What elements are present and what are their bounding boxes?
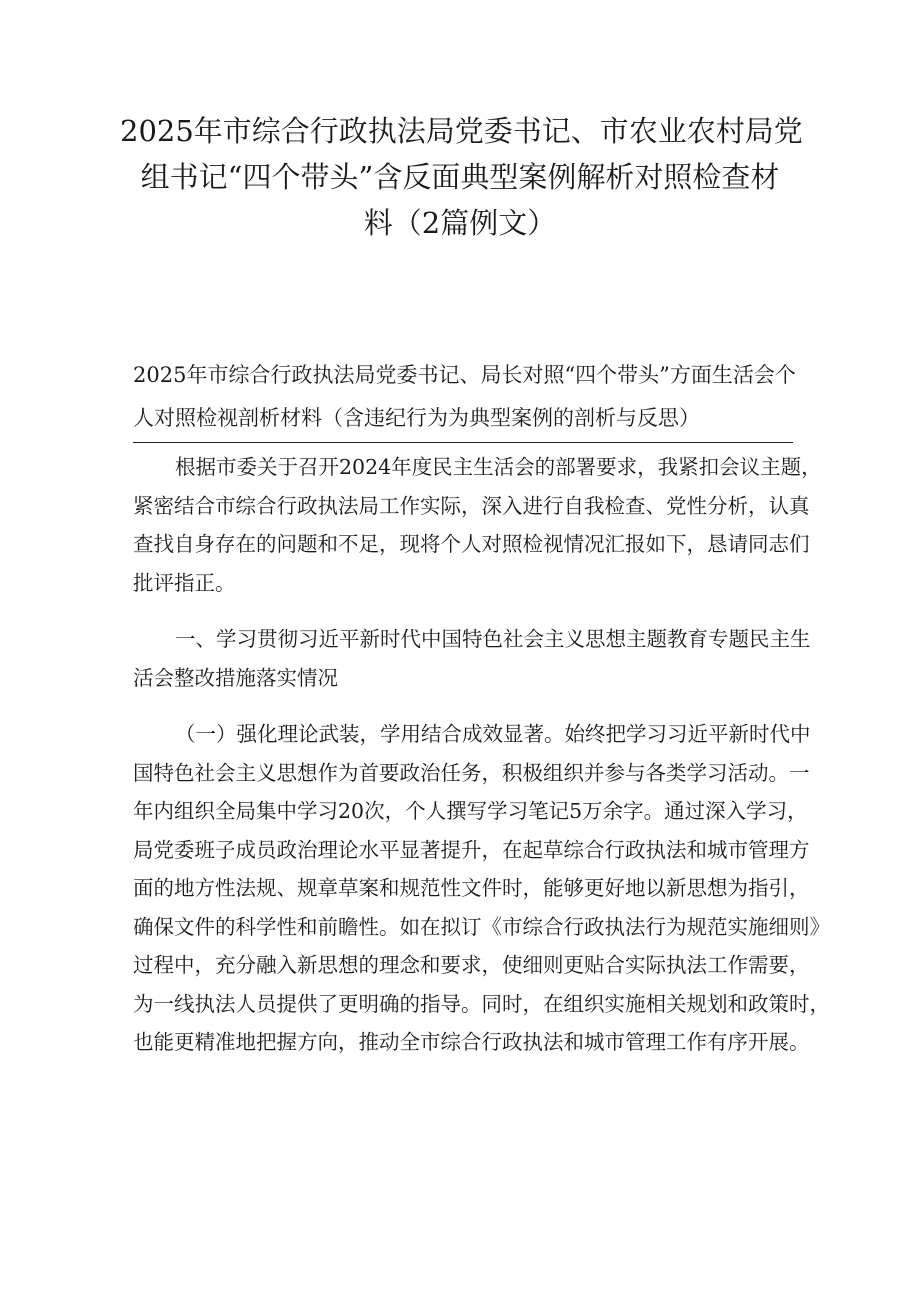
text-line: 年内组织全局集中学习20次，个人撰写学习笔记5万余字。通过深入学习， <box>133 799 808 823</box>
text-line: （一）强化理论武装，学用结合成效显著。始终把学习习近平新时代中 <box>175 722 811 746</box>
title-line: 料（2篇例文） <box>363 206 557 240</box>
text-line: 查找自身存在的问题和不足，现将个人对照检视情况汇报如下，恳请同志们 <box>133 532 810 556</box>
paragraph-subsection-one <box>133 715 830 1062</box>
text-line: 根据市委关于召开2024年度民主生活会的部署要求，我紧扣会议主题， <box>175 455 822 479</box>
text-line: 紧密结合市综合行政执法局工作实际，深入进行自我检查、党性分析，认真 <box>133 493 810 518</box>
title-line: 组书记“四个带头”含反面典型案例解析对照检查材 <box>140 160 780 194</box>
text-line: 一、学习贯彻习近平新时代中国特色社会主义思想主题教育专题民主生 <box>175 627 811 651</box>
title-line: 2025年市综合行政执法局党委书记、市农业农村局党 <box>120 114 803 148</box>
section-heading-line: 2025年市综合行政执法局党委书记、局长对照“四个带头”方面生活会个 <box>133 363 796 387</box>
text-line: 面的地方性法规、规章草案和规范性文件时，能够更好地以新思想为指引， <box>133 876 810 900</box>
text-line: 也能更精准地把握方向，推动全市综合行政执法和城市管理工作有序开展。 <box>133 1030 810 1054</box>
paragraph-intro <box>133 448 822 602</box>
section-heading-line: 人对照检视剖析材料（含违纪行为为典型案例的剖析与反思） <box>133 406 700 430</box>
text-line: 活会整改措施落实情况 <box>133 665 338 690</box>
section-heading <box>133 354 796 443</box>
paragraph-section-one <box>133 620 811 697</box>
document-title <box>120 108 803 246</box>
text-line: 局党委班子成员政治理论水平显著提升，在起草综合行政执法和城市管理方 <box>133 837 810 862</box>
text-line: 过程中，充分融入新思想的理念和要求，使细则更贴合实际执法工作需要， <box>133 953 810 977</box>
text-line: 批评指正。 <box>133 570 236 595</box>
text-line: 确保文件的科学性和前瞻性。如在拟订《市综合行政执法行为规范实施细则》 <box>133 914 830 939</box>
text-line: 国特色社会主义思想作为首要政治任务，积极组织并参与各类学习活动。一 <box>133 760 810 785</box>
text-line: 为一线执法人员提供了更明确的指导。同时，在组织实施相关规划和政策时， <box>133 991 830 1016</box>
document-body <box>133 448 830 1080</box>
